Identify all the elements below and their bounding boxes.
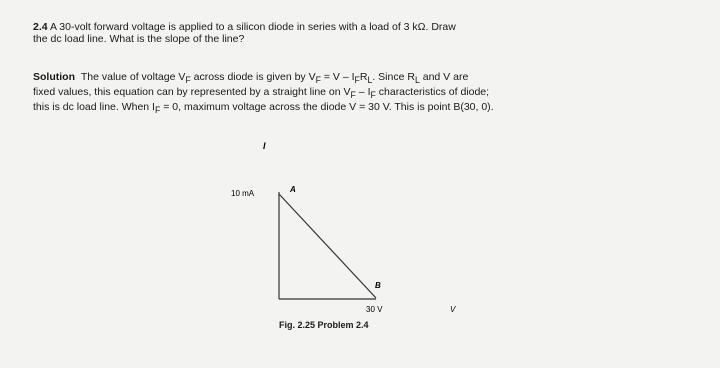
y-value-label: 10 mA [231, 189, 255, 198]
problem-line-2: the dc load line. What is the slope of the line? [33, 33, 245, 45]
figure-caption: Fig. 2.25 Problem 2.4 [279, 320, 369, 330]
solution-line-2a: fixed values, this equation can by represented by a straight line on V [33, 86, 351, 99]
solution-line-1e: and V are [419, 71, 469, 83]
x-value-label: 30 V [366, 305, 383, 314]
point-a-label: A [290, 185, 296, 194]
solution-line-3b: = 0, maximum voltage across the diode V = 30 V. This is point B(30, 0). [160, 101, 494, 114]
solution-line-1d: . Since R [372, 71, 415, 83]
solution-label: Solution [33, 71, 75, 83]
solution-line-2b: – I [355, 86, 371, 99]
solution-line-1a: The value of voltage V [80, 71, 186, 83]
x-axis-label: V [450, 305, 456, 314]
problem-number: 2.4 [33, 21, 48, 33]
solution-line-1b: across diode is given by V [190, 71, 316, 83]
dc-load-line [279, 194, 376, 298]
solution-line-3a: this is dc load line. When I [33, 101, 155, 114]
solution-line-2c: characteristics of diode; [375, 86, 490, 99]
solution-line-1c: = V – I [320, 71, 355, 83]
solution-text: Solution The value of voltage $V_F$ across diode is given by $V_F = V - I_FR_L$. Since $R_L$ and V are fixed values, this equation can by represented by a straight line on $V_F - I_F$ characteristics of diode; this is dc load line. When $I_F = 0$, maximum voltage across the diode V = 30 V. This is point B(30, 0). [33, 71, 494, 116]
y-axis-label: I [263, 141, 266, 151]
problem-line-1: A 30-volt forward voltage is applied to a silicon diode in series with a load of 3 kΩ. Draw [49, 21, 456, 33]
point-b-label: B [375, 281, 381, 290]
